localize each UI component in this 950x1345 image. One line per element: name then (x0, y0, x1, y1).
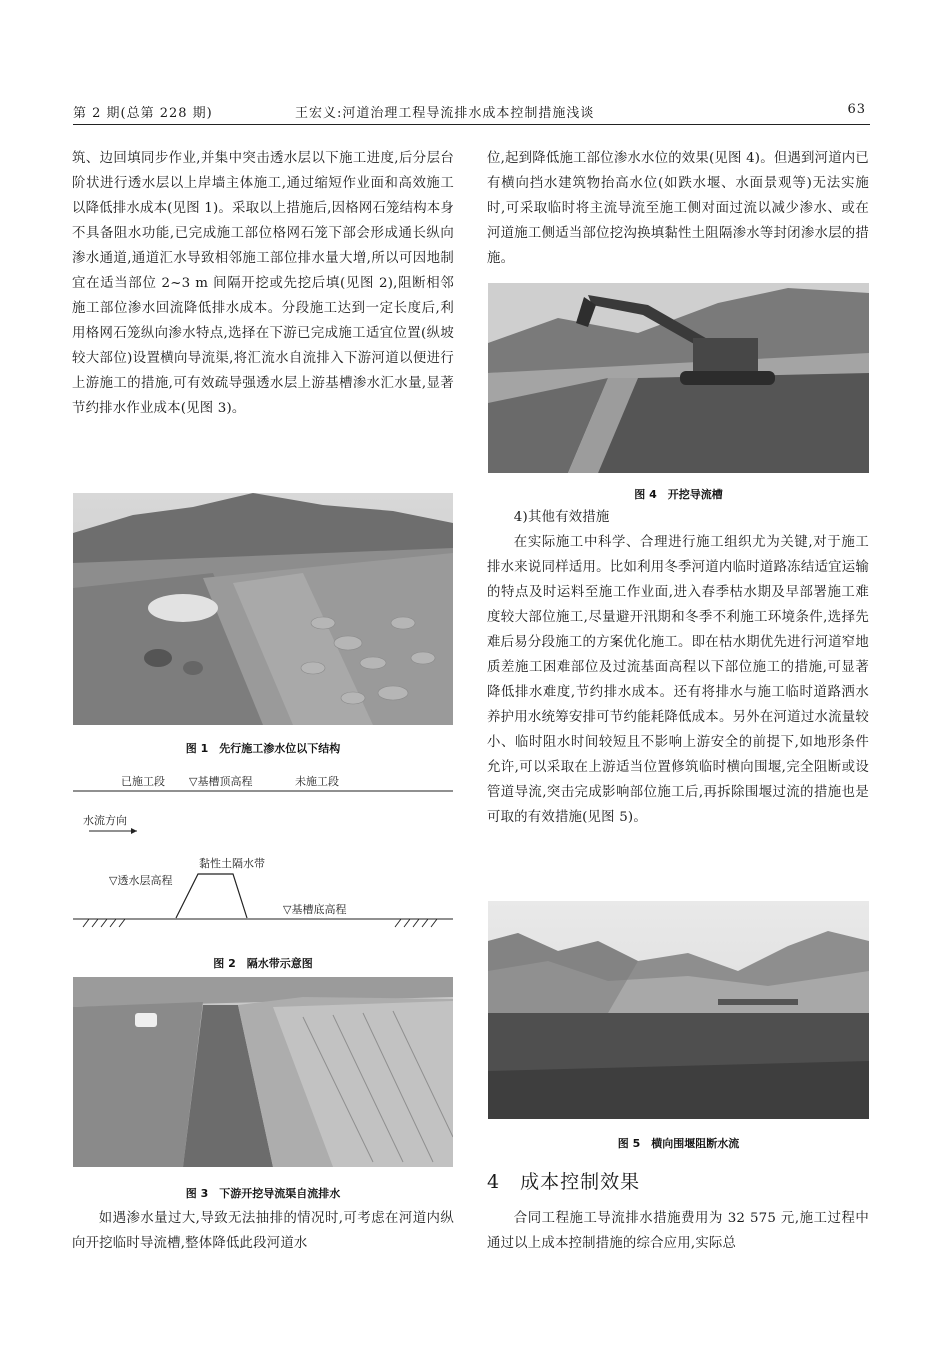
clay-barrier-shape (176, 874, 247, 918)
left-column-text (72, 146, 454, 421)
left-paragraph-2: 如遇渗水量过大,导致无法抽排的情况时,可考虑在河道内纵向开挖临时导流槽,整体降低此段河道水 (72, 1211, 454, 1251)
figure-3-caption: 图 3 下游开挖导流渠自流排水 (185, 1187, 341, 1200)
figure-5-caption: 图 5 横向围堰阻断水流 (617, 1137, 740, 1150)
page-number: 63 (847, 102, 866, 117)
right-paragraph-2: 在实际施工中科学、合理进行施工组织尤为关键,对于施工排水来说同样适用。比如利用冬季河道内临时道路冻结适宜运输的特点及时运料至施工作业面,进入春季枯水期及早部署施工难度较大部位施工,尽量避开汛期和冬季不利施工环境条件,选择先难后易分段施工的方案优化施工。即在枯水期优先进行河道窄地质差施工困难部位及过流基面高程以下部位施工的措施,可显著降低排水难度,节约排水成本。还有将排水与施工临时道路洒水养护用水统筹安排可节约能耗降低成本。另外在河道过水流量较小、临时阻水时间较短且不影响上游安全的前提下,如地形条件允许,可以采取在上游适当位置修筑临时横向围堰,完全阻断或设管道导流,突击完成影响部位施工后,再拆除围堰过流的措施也是可取的有效措施(见图 5)。 (487, 535, 869, 825)
right-column-bottom (487, 1206, 869, 1256)
article-title: 王宏义:河道治理工程导流排水成本控制措施浅谈 (295, 106, 595, 121)
right-paragraph-3: 合同工程施工导流排水措施费用为 32 575 元,施工过程中通过以上成本控制措施的综合应用,实际总 (487, 1211, 869, 1251)
diagram-clay-barrier: 黏性土隔水带 (199, 857, 265, 870)
ground-hatch (83, 919, 437, 927)
figure-1-caption: 图 1 先行施工渗水位以下结构 (185, 742, 341, 755)
figure-1-photo (73, 493, 453, 725)
section-heading-4: 4 成本控制效果 (487, 1171, 641, 1193)
right-column-middle (487, 505, 869, 830)
figure-4-caption: 图 4 开挖导流槽 (634, 488, 723, 501)
running-header (73, 98, 870, 125)
figure-3-photo (73, 977, 453, 1167)
flow-arrow-head (131, 828, 137, 834)
issue-label: 第 2 期(总第 228 期) (73, 106, 213, 121)
figure-5-photo (488, 901, 869, 1119)
left-paragraph-1: 筑、边回填同步作业,并集中突击透水层以下施工进度,后分层台阶状进行透水层以上岸墙主体施工,通过缩短作业面和高效施工以降低排水成本(见图 1)。采取以上措施后,因格网石笼结构本身不具备阻水功能,已完成施工部位格网石笼下部会形成通长纵向渗水通道,通道汇水导致相邻施工部位排水量大增,所以可因地制宜在适当部位 2~3 m 间隔开挖或先挖后填(见图 2),阻断相邻施工部位渗水回流降低排水成本。分段施工达到一定长度后,利用格网石笼纵向渗水特点,选择在下游已完成施工适宜位置(纵坡较大部位)设置横向导流渠,将汇流水自流排入下游河道以便进行上游施工的措施,可有效疏导强透水层上游基槽渗水汇水量,显著节约排水作业成本(见图 3)。 (72, 151, 454, 416)
figure-2-caption: 图 2 隔水带示意图 (213, 957, 313, 970)
diagram-trench-top: ▽基槽顶高程 (189, 775, 253, 788)
right-paragraph-1: 位,起到降低施工部位渗水水位的效果(见图 4)。但遇到河道内已有横向挡水建筑物抬高水位(如跌水堰、水面景观等)无法实施时,可采取临时将主流导流至施工侧对面过流以减少渗水、或在河道施工侧适当部位挖沟换填黏性土阻隔渗水等封闭渗水层的措施。 (487, 151, 869, 266)
diagram-done-section: 已施工段 (121, 775, 165, 788)
figure-4-photo (488, 283, 869, 473)
left-column-bottom (72, 1206, 454, 1256)
diagram-permeable-level: ▽透水层高程 (109, 874, 173, 887)
diagram-trench-bottom: ▽基槽底高程 (283, 903, 347, 916)
right-subheading: 4)其他有效措施 (513, 510, 610, 525)
figure-2-diagram (73, 768, 453, 943)
right-column-text (487, 146, 869, 271)
diagram-undone-section: 未施工段 (295, 775, 339, 788)
diagram-flow-direction: 水流方向 (83, 814, 127, 827)
